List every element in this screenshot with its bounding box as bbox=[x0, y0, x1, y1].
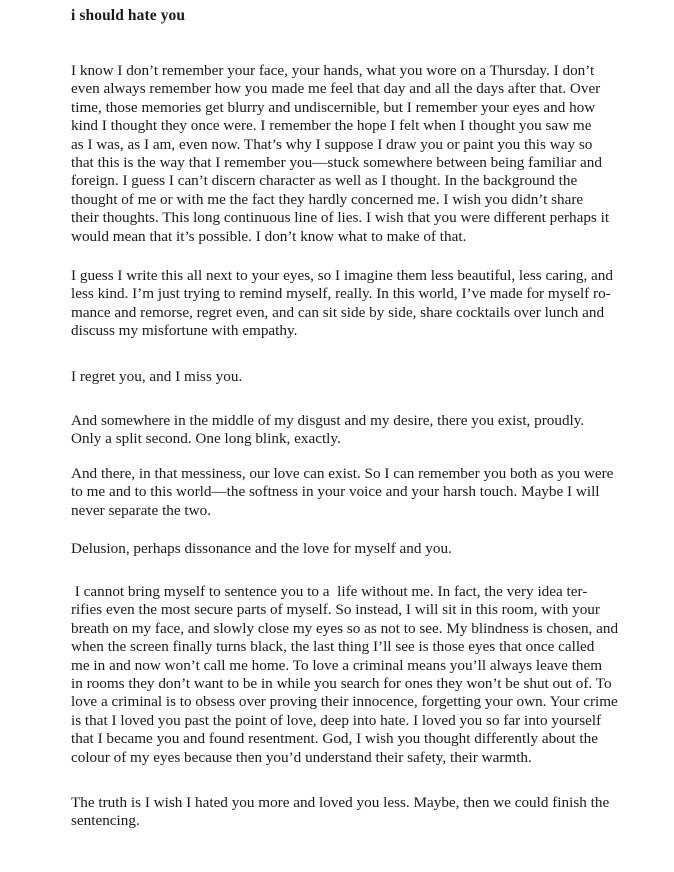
text-line: would mean that it’s possible. I don’t know what to make of that. bbox=[71, 227, 467, 245]
text-line: as I was, as I am, even now. That’s why I suppose I draw you or paint you this way so bbox=[71, 135, 593, 153]
text-line: I know I don’t remember your face, your hands, what you wore on a Thursday. I don’t bbox=[71, 62, 595, 79]
text-line: their thoughts. This long continuous line of lies. I wish that you were different perhaps it bbox=[71, 209, 610, 227]
text-line: in rooms they don’t want to be in while you search for ones they won’t be shut out of. To bbox=[71, 675, 612, 693]
paragraph bbox=[71, 412, 651, 449]
text-line: love a criminal is to obsess over proving their innocence, forgetting your own. Your crime bbox=[71, 693, 618, 711]
text-line: never separate the two. bbox=[71, 501, 211, 519]
text-line: And there, in that messiness, our love can exist. So I can remember you both as you were bbox=[71, 465, 614, 482]
text-line: that I became you and found resentment. God, I wish you thought differently about the bbox=[71, 730, 598, 748]
text-line: sentencing. bbox=[71, 812, 140, 830]
document-title: i should hate you bbox=[71, 7, 186, 24]
text-line: when the screen finally turns black, the last thing I’ll see is those eyes that once called bbox=[71, 638, 595, 656]
text-line: to me and to this world—the softness in your voice and your harsh touch. Maybe I will bbox=[71, 483, 600, 501]
paragraph bbox=[71, 368, 651, 386]
text-line: even always remember how you made me feel that day and all the days after that. Over bbox=[71, 80, 601, 98]
text-line: less kind. I’m just trying to remind myself, really. In this world, I’ve made for myself ro- bbox=[71, 285, 611, 303]
text-line: foreign. I guess I can’t discern character as well as I thought. In the background the bbox=[71, 172, 578, 190]
text-line: I cannot bring myself to sentence you to a life without me. In fact, the very idea ter- bbox=[71, 583, 588, 600]
text-line: Only a split second. One long blink, exactly. bbox=[71, 430, 341, 448]
text-line: And somewhere in the middle of my disgust and my desire, there you exist, proudly. bbox=[71, 412, 585, 429]
text-line: discuss my misfortune with empathy. bbox=[71, 322, 298, 340]
text-line: The truth is I wish I hated you more and loved you less. Maybe, then we could finish the bbox=[71, 794, 610, 811]
text-line: breath on my face, and slowly close my eyes so as not to see. My blindness is chosen, and bbox=[71, 619, 619, 637]
text-line: kind I thought they once were. I remember the hope I felt when I thought you saw me bbox=[71, 117, 592, 135]
text-line: that this is the way that I remember you—stuck somewhere between being familiar and bbox=[71, 154, 602, 172]
text-line: is that I loved you past the point of love, deep into hate. I loved you so far into yourself bbox=[71, 711, 602, 729]
text-line: rifies even the most secure parts of myself. So instead, I will sit in this room, with your bbox=[71, 601, 600, 619]
text-line: mance and remorse, regret even, and can sit side by side, share cocktails over lunch and bbox=[71, 303, 605, 321]
text-line: time, those memories get blurry and undiscernible, but I remember your eyes and how bbox=[71, 98, 596, 116]
paragraph bbox=[71, 267, 651, 341]
paragraph bbox=[71, 540, 651, 558]
text-line: Delusion, perhaps dissonance and the love for myself and you. bbox=[71, 540, 452, 557]
text-line: thought of me or with me the fact they hardly concerned me. I wish you didn’t share bbox=[71, 190, 584, 208]
text-line: colour of my eyes because then you’d understand their safety, their warmth. bbox=[71, 748, 532, 766]
text-line: me in and now won’t call me home. To love a criminal means you’ll always leave them bbox=[71, 656, 603, 674]
paragraph bbox=[71, 62, 651, 246]
paragraph bbox=[71, 794, 651, 831]
text-line: I guess I write this all next to your eyes, so I imagine them less beautiful, less caring, and bbox=[71, 267, 613, 284]
paragraph bbox=[71, 583, 651, 767]
text-line: I regret you, and I miss you. bbox=[71, 368, 243, 385]
paragraph bbox=[71, 465, 651, 520]
